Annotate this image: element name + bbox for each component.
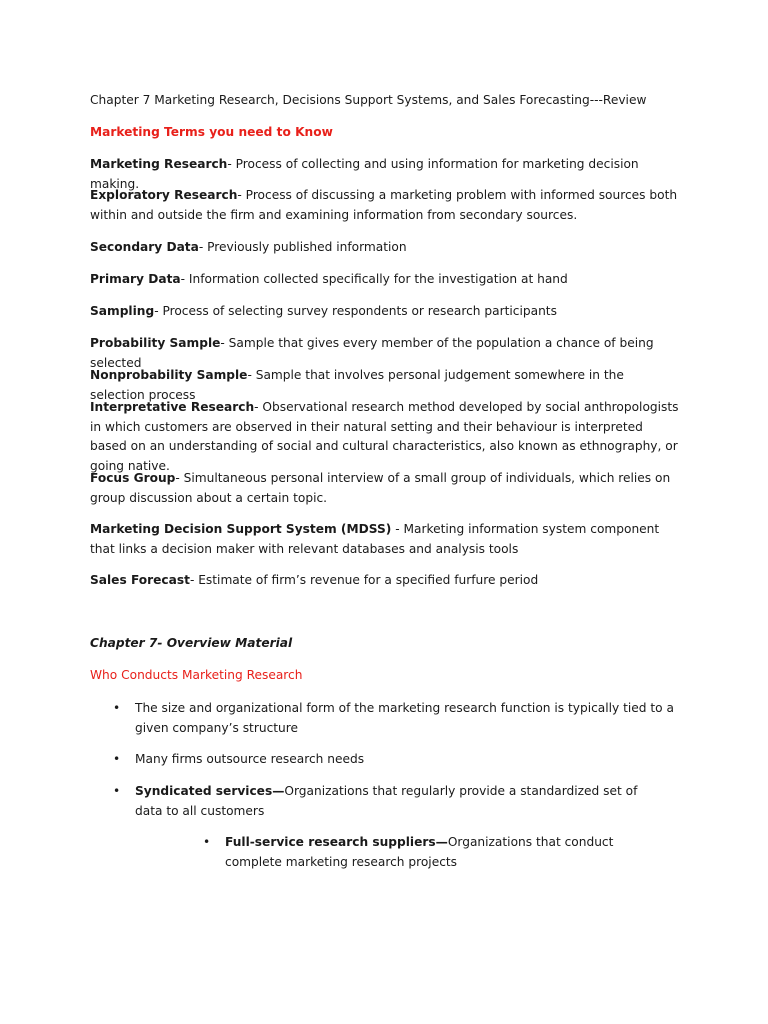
term-name: Exploratory Research — [90, 188, 238, 202]
bullet-text — [135, 782, 665, 821]
term-interpretative-research — [90, 398, 680, 476]
term-definition: - Simultaneous personal interview of a small group of individuals, which relies on group discussion about a certain topic. — [90, 471, 671, 505]
term-focus-group — [90, 469, 680, 508]
term-name: Interpretative Research — [90, 400, 255, 414]
term-name: Primary Data — [90, 272, 181, 286]
term-name: Nonprobability Sample — [90, 368, 248, 382]
bullet-body: Organizations that conduct complete marketing research projects — [225, 835, 614, 869]
bullet-bold: Full-service research suppliers— — [225, 835, 448, 849]
term-name: Marketing Research — [90, 157, 228, 171]
term-definition: - Process of discussing a marketing problem with informed sources both within and outside the firm and examining information from secondary sources. — [90, 188, 678, 222]
bullet-text — [225, 833, 625, 872]
term-sampling — [90, 302, 680, 322]
term-definition: - Process of selecting survey respondents or research participants — [154, 304, 557, 318]
term-sales-forecast — [90, 571, 680, 591]
page-title: Chapter 7 Marketing Research, Decisions Support Systems, and Sales Forecasting---Review — [90, 93, 647, 107]
bullet-bold: Syndicated services— — [135, 784, 285, 798]
term-primary-data — [90, 270, 680, 290]
term-definition: - Sample that gives every member of the population a chance of being selected — [90, 336, 654, 370]
bullet-icon: • — [113, 701, 121, 715]
term-name: Sales Forecast — [90, 573, 190, 587]
bullet-icon: • — [113, 752, 121, 766]
term-name: Focus Group — [90, 471, 176, 485]
bullet-icon: • — [203, 835, 211, 849]
bullet-body: Many firms outsource research needs — [135, 752, 365, 766]
term-definition: - Observational research method developed by social anthropologists in which customers are observed in their natural setting and their behaviour is interpreted based on an understanding of social and cultural characteristics, also known as ethnography, or going native. — [90, 400, 679, 473]
bullet-body: The size and organizational form of the marketing research function is typically tied to a given company’s structure — [135, 701, 674, 735]
bullet-body: Organizations that regularly provide a standardized set of data to all customers — [135, 784, 638, 818]
bullet-text — [135, 750, 683, 770]
term-definition: - Marketing information system component that links a decision maker with relevant databases and analysis tools — [90, 522, 660, 556]
term-definition: - Process of collecting and using information for marketing decision making. — [90, 157, 639, 191]
overview-heading: Chapter 7- Overview Material — [90, 636, 293, 650]
term-secondary-data — [90, 238, 680, 258]
term-mdss — [90, 520, 680, 559]
bullet-text — [135, 699, 683, 738]
bullet-icon: • — [113, 784, 121, 798]
term-name: Secondary Data — [90, 240, 199, 254]
term-definition: - Estimate of firm’s revenue for a specified furfure period — [189, 573, 539, 587]
term-name: Marketing Decision Support System (MDSS) — [90, 522, 392, 536]
term-name: Sampling — [90, 304, 155, 318]
term-name: Probability Sample — [90, 336, 221, 350]
term-exploratory-research — [90, 186, 680, 225]
terms-heading: Marketing Terms you need to Know — [90, 125, 333, 139]
term-definition: - Sample that involves personal judgement somewhere in the selection process — [90, 368, 624, 402]
term-definition: - Information collected specifically for the investigation at hand — [180, 272, 568, 286]
section-heading: Who Conducts Marketing Research — [90, 668, 303, 682]
term-definition: - Previously published information — [198, 240, 407, 254]
